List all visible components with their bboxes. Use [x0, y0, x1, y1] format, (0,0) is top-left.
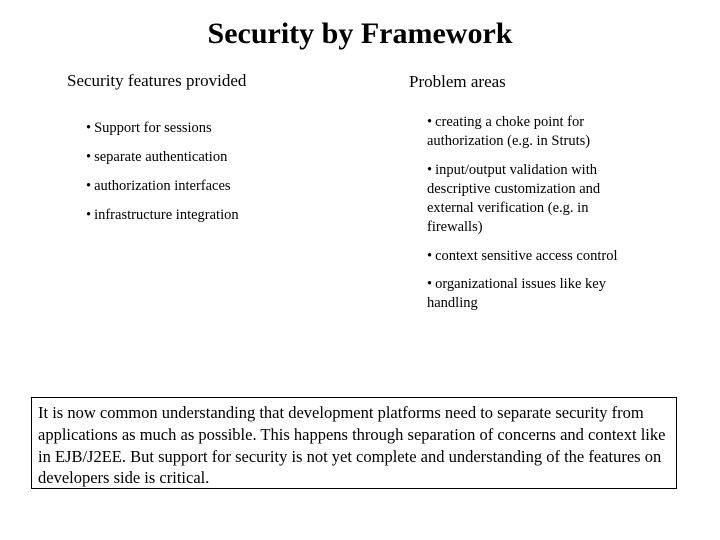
list-item [86, 177, 239, 196]
bullet-icon: • [427, 276, 433, 293]
list-item-text: separate authentication [94, 149, 228, 165]
list-item-text: creating a choke point for authorization (e.g. in Struts) [427, 114, 591, 150]
bullet-icon: • [86, 178, 92, 194]
list-item-text: authorization interfaces [94, 178, 231, 194]
list-item [427, 113, 619, 152]
list-item [86, 119, 239, 138]
list-item [427, 161, 619, 238]
security-features-heading: Security features provided [67, 71, 247, 90]
bullet-icon: • [86, 149, 92, 165]
bullet-icon: • [427, 247, 433, 264]
problem-areas-list [427, 113, 619, 323]
summary-text: It is now common understanding that development platforms need to separate security from applications as much as possible. This happens through separation of concerns and context like in EJB/J2EE. But support for security is not yet complete and understanding of the features on developers side is critical. [38, 403, 666, 488]
bullet-icon: • [427, 161, 433, 178]
bullet-icon: • [86, 120, 92, 136]
security-features-list [86, 119, 239, 235]
bullet-icon: • [427, 114, 433, 130]
list-item [86, 148, 239, 167]
problem-areas-heading: Problem areas [409, 72, 506, 91]
slide-title: Security by Framework [207, 17, 513, 50]
list-item [86, 206, 239, 225]
list-item [427, 247, 619, 266]
list-item-text: input/output validation with descriptive customization and external verification (e.g. in firewalls) [427, 161, 601, 236]
bullet-icon: • [86, 207, 92, 223]
list-item-text: infrastructure integration [94, 207, 239, 223]
list-item-text: context sensitive access control [435, 247, 618, 264]
summary-box [31, 397, 677, 489]
list-item-text: organizational issues like key handling [427, 276, 606, 312]
list-item-text: Support for sessions [94, 120, 212, 136]
list-item [427, 275, 619, 314]
